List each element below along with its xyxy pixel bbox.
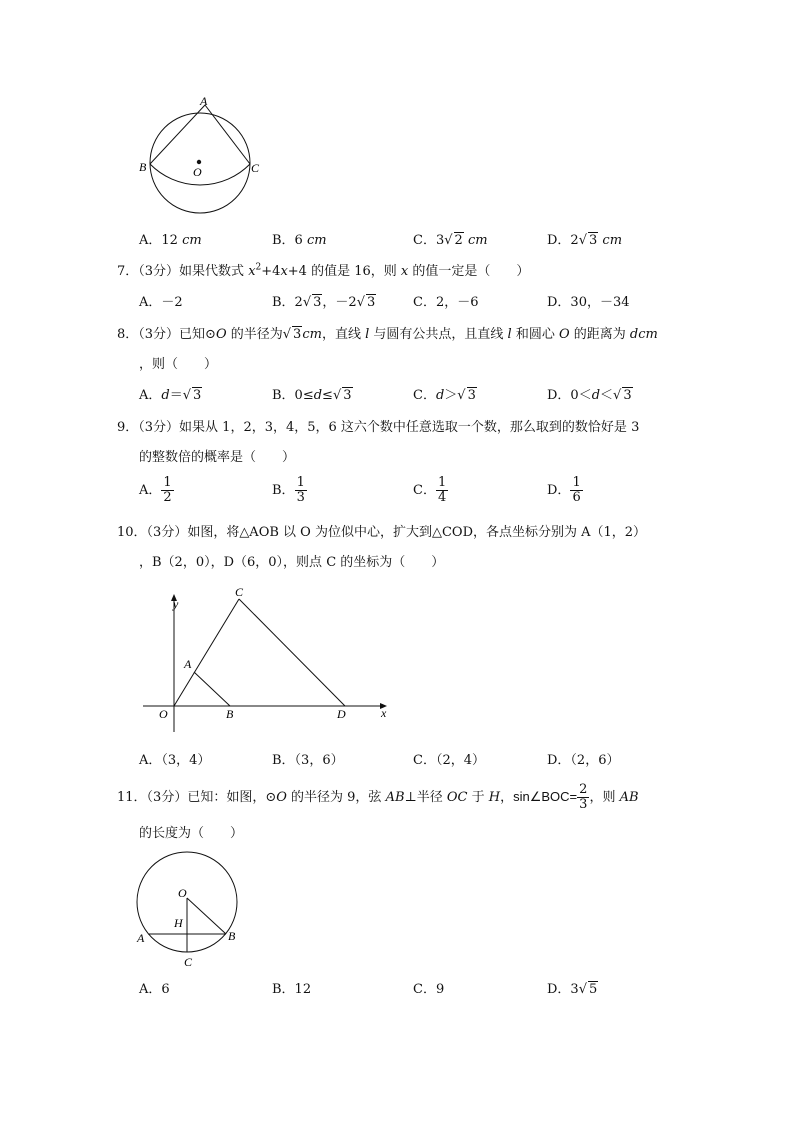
q8-option-a-text: A． <box>139 388 162 403</box>
q11-fraction <box>577 783 589 812</box>
fig10-label-b: B <box>226 707 234 721</box>
q11-option-a[interactable]: A．6 <box>139 982 170 997</box>
q9-option-a-fraction <box>161 476 173 505</box>
q8-text5: 和圆心 <box>511 327 559 342</box>
q11-var-ab2: AB <box>619 790 639 805</box>
q6-option-a-unit: cm <box>182 233 202 248</box>
fraction-numerator: 2 <box>579 782 588 797</box>
q11-option-b[interactable]: B．12 <box>272 982 312 997</box>
q7-option-b-mid: ，－2 <box>322 295 357 310</box>
q6-option-c-radicand: 2 <box>454 233 463 248</box>
q11-option-d-radicand: 5 <box>589 982 598 997</box>
q8-option-a-var: d <box>161 388 170 403</box>
q9-option-a[interactable] <box>139 476 174 505</box>
sqrt-symbol: √ 3 <box>457 388 476 403</box>
q10-option-c[interactable]: C．（2，4） <box>413 753 485 768</box>
q11-var-o: O <box>276 790 287 805</box>
q8-text4: 与圆有公共点，且直线 <box>369 327 508 342</box>
q11-option-c[interactable]: C．9 <box>413 982 445 997</box>
q7-stem <box>117 260 529 279</box>
q8-option-c-op: ＞ <box>444 388 458 403</box>
fig11-label-h: H <box>174 916 183 930</box>
q11-sin-expr: sin∠BOC= <box>513 789 578 804</box>
q9-option-d[interactable] <box>547 476 583 505</box>
q7-text4: 的值一定是（ ） <box>408 264 530 279</box>
q8-var-o2: O <box>558 327 570 342</box>
fig6-label-b: B <box>139 160 147 174</box>
q9-option-b-fraction <box>295 476 307 505</box>
q8-var-l2: l <box>507 327 512 342</box>
q8-option-a-radicand: 3 <box>193 388 202 403</box>
q6-option-d-unit: cm <box>602 233 623 248</box>
q6-option-d-radicand: 3 <box>589 233 598 248</box>
q8-text1: 8．（3分）已知⊙ <box>117 327 216 342</box>
sqrt-symbol: √ 3 <box>356 295 376 310</box>
q9-option-c-fraction <box>436 476 448 505</box>
q8-text6: 的距离为 <box>569 327 630 342</box>
q9-stem: 9．（3分）如果从 1，2，3，4，5，6 这六个数中任意选取一个数，那么取到的数恰好是 3 <box>117 420 640 435</box>
sqrt-symbol: √ 3 <box>182 388 202 403</box>
q9-option-d-fraction <box>570 476 582 505</box>
q6-option-d-text: D．2 <box>547 233 579 248</box>
q9-stem-line2: 的整数倍的概率是（ ） <box>139 450 296 465</box>
fig11-label-c: C <box>184 955 193 969</box>
q11-stem-line2: 的长度为（ ） <box>139 826 244 841</box>
figure-q11-circle <box>130 845 250 970</box>
fraction-numerator: 1 <box>296 475 305 490</box>
q6-option-a[interactable] <box>139 229 202 248</box>
q7-exponent: 2 <box>255 262 262 273</box>
q8-text3: ，直线 <box>321 327 366 342</box>
q6-option-c[interactable] <box>413 229 488 248</box>
q11-option-d[interactable] <box>547 978 598 997</box>
q11-text2: 的半径为 9，弦 <box>286 790 386 805</box>
sqrt-symbol: √ 3 <box>613 388 632 403</box>
fraction-denominator: 2 <box>163 490 172 505</box>
fig6-label-c: C <box>251 161 260 175</box>
q8-option-d-radicand: 3 <box>623 388 632 403</box>
q6-option-d[interactable] <box>547 229 622 248</box>
q7-text3: +4 的值是 16，则 <box>287 264 401 279</box>
q11-var-h: H <box>488 790 501 805</box>
q11-text4: 于 <box>467 790 489 805</box>
q7-var-x2: x <box>280 264 288 279</box>
q10-option-a[interactable]: A．（3，4） <box>139 753 211 768</box>
q7-text2: +4 <box>261 264 281 279</box>
q8-option-d[interactable] <box>547 384 633 403</box>
q9-option-d-text: D． <box>547 483 571 498</box>
q8-option-a-op: ＝ <box>169 388 183 403</box>
sqrt-symbol: √ 3 <box>302 295 322 310</box>
sqrt-symbol: √ 3 <box>578 233 598 248</box>
q6-option-c-unit: cm <box>467 233 488 248</box>
q6-option-b-text: B．6 <box>272 233 303 248</box>
q9-option-b-text: B． <box>272 483 295 498</box>
q8-option-d-op: ＜ <box>600 388 614 403</box>
q8-option-c[interactable] <box>413 384 477 403</box>
fraction-numerator: 1 <box>163 475 172 490</box>
q10-option-d[interactable]: D．（2，6） <box>547 753 620 768</box>
q7-option-b-radicand2: 3 <box>366 295 376 310</box>
q11-text3: ⊥半径 <box>404 790 447 805</box>
q10-option-b[interactable]: B．（3，6） <box>272 753 344 768</box>
figure-q10-coordinate-plane <box>135 580 400 740</box>
q7-var-x: x <box>248 264 256 279</box>
q8-var-dcm: dcm <box>629 327 658 342</box>
q8-option-b[interactable] <box>272 384 353 403</box>
sqrt-symbol: √ 3 <box>332 388 352 403</box>
fraction-denominator: 3 <box>296 490 305 505</box>
q7-option-b-text: B．2 <box>272 295 303 310</box>
q11-option-d-text: D．3 <box>547 982 579 997</box>
q6-option-b-unit: cm <box>306 233 327 248</box>
q11-stem <box>117 783 639 812</box>
q8-option-b-var: d <box>313 388 323 403</box>
q8-unit: cm <box>302 327 322 342</box>
q8-option-c-radicand: 3 <box>467 388 476 403</box>
q11-var-oc: OC <box>446 790 468 805</box>
q8-radicand: 3 <box>293 327 302 342</box>
fig6-label-a: A <box>200 95 208 108</box>
q9-option-a-text: A． <box>139 483 162 498</box>
q8-option-c-text: C． <box>413 388 436 403</box>
fraction-denominator: 4 <box>437 490 447 505</box>
q11-var-ab: AB <box>385 790 405 805</box>
fig10-label-a: A <box>184 657 192 671</box>
fig11-label-a: A <box>137 931 145 945</box>
q8-option-d-var: d <box>591 388 601 403</box>
q8-text2: 的半径为 <box>226 327 283 342</box>
sqrt-symbol: √ 5 <box>578 982 598 997</box>
q10-stem-line2: ，B（2，0），D（6，0），则点 C 的坐标为（ ） <box>139 555 445 570</box>
q7-option-d[interactable]: D．30，－34 <box>547 295 630 310</box>
q8-option-b-op: ≤ <box>322 388 333 403</box>
sqrt-symbol: √ 3 <box>282 327 302 342</box>
q8-var-o: O <box>215 327 227 342</box>
sqrt-symbol: √ 2 <box>444 233 463 248</box>
q7-option-b-radicand: 3 <box>313 295 322 310</box>
q8-option-d-text: D．0＜ <box>547 388 592 403</box>
fig6-label-o: O <box>193 165 202 179</box>
fig10-axis-y: y <box>173 597 179 611</box>
q11-text5: ， <box>500 790 514 805</box>
fig11-label-o: O <box>178 886 187 900</box>
q6-option-a-text: A．12 <box>139 233 178 248</box>
q7-option-b[interactable] <box>272 291 376 310</box>
fraction-numerator: 1 <box>572 475 581 490</box>
q9-option-c[interactable] <box>413 476 448 505</box>
q8-option-b-radicand: 3 <box>343 388 352 403</box>
q8-var-l: l <box>365 327 370 342</box>
fig10-label-d: D <box>337 707 346 721</box>
q9-option-b[interactable] <box>272 476 307 505</box>
q6-option-b[interactable] <box>272 229 327 248</box>
q8-stem-line2: ，则（ ） <box>139 357 218 372</box>
fraction-denominator: 3 <box>579 797 588 812</box>
q9-option-c-text: C． <box>413 483 436 498</box>
q8-stem <box>117 323 658 342</box>
q8-option-b-text: B．0≤ <box>272 388 314 403</box>
fig11-label-b: B <box>228 929 236 943</box>
q7-option-c[interactable]: C．2，－6 <box>413 295 479 310</box>
q11-text1: 11．（3分）已知：如图，⊙ <box>117 790 277 805</box>
q6-option-c-text: C．3 <box>413 233 445 248</box>
fraction-numerator: 1 <box>437 475 447 490</box>
fraction-denominator: 6 <box>572 490 581 505</box>
q10-stem: 10．（3分）如图，将△AOB 以 O 为位似中心，扩大到△COD，各点坐标分别为 A（1，2） <box>117 525 647 540</box>
q8-option-c-var: d <box>435 388 445 403</box>
q8-option-a[interactable] <box>139 384 202 403</box>
q7-option-a[interactable]: A．－2 <box>139 295 183 310</box>
fig10-axis-x: x <box>381 706 387 720</box>
q7-text1: 7．（3分）如果代数式 <box>117 264 249 279</box>
figure-q6-circle <box>130 95 270 220</box>
q11-text6: ，则 <box>589 790 620 805</box>
fig10-label-c: C <box>235 585 244 599</box>
q7-var-x3: x <box>400 264 409 279</box>
fig10-label-o: O <box>159 707 168 721</box>
